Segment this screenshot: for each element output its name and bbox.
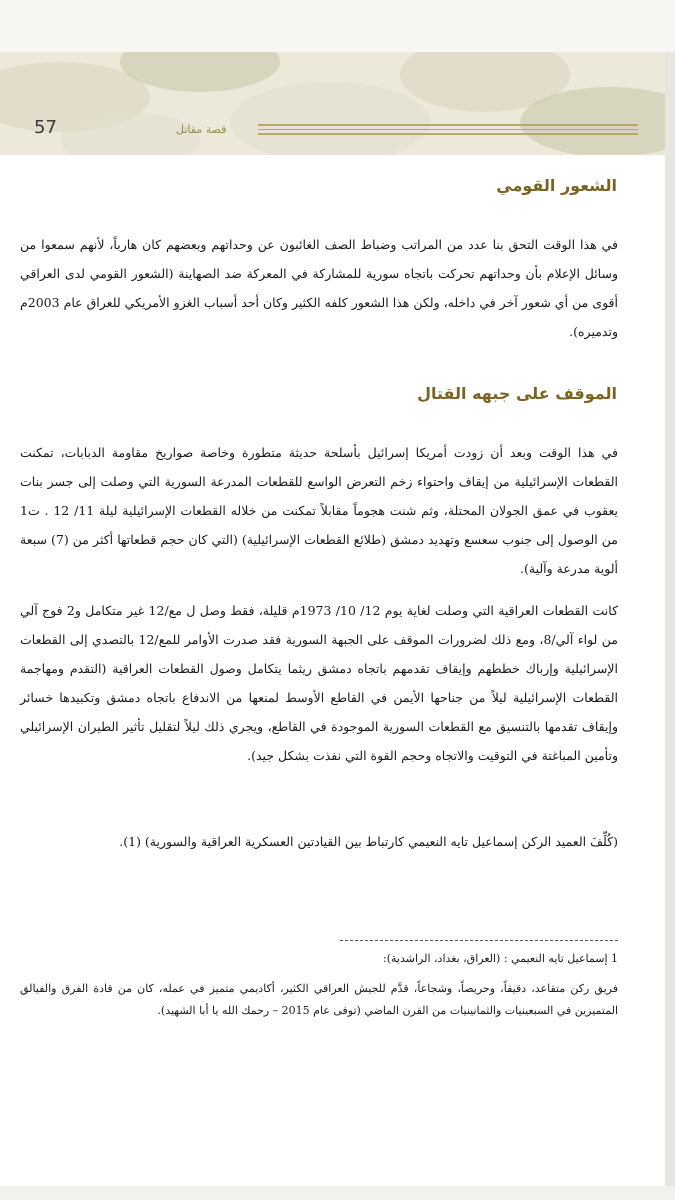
paragraph: (كُلِّفَ العميد الركن إسماعيل تايه النعيمي كارتباط بين القيادتين العسكرية العراقية والسورية) (1). <box>119 834 618 849</box>
footnote-text: فريق ركن متقاعد، دقيقاً، وحريصاً، وشجاعاً، قدَّم للجيش العراقي الكثير، أكاديمي متميز في عمله، كان من قادة الفرق والفيالق المتميزين في السبعينيات والثمانينيات من القرن الماضي (توفى عام 2015 – رحمك الله يا أبا الشهيد). <box>20 982 618 1017</box>
section-heading-national-feeling: الشعور القومي <box>496 176 617 195</box>
paragraph: كانت القطعات العراقية التي وصلت لغاية يوم 12/ 10/ 1973م قليلة، فقط وصل ل مع/12 غير متكامل و2 فوج آلي من لواء آلي/8، ومع ذلك لضرورات الموقف على الجبهة السورية فقد صدرت الأوامر للمع/12 بالتصدي إلى القطعات الإسرائيلية وإرباك خططهم وإيقاف تقدمهم باتجاه دمشق ريثما يتكامل وصول القطعات العراقية (التقدم ومهاجمة القطعات الإسرائيلية ليلاً من جناحها الأيمن في القاطع الأوسط لمنعها من الاندفاع باتجاه دمشق وتكبيدها خسائر وإيقاف تقدمها بالتنسيق مع القطعات السورية الموجودة في القاطع، ويجري ذلك ليلاً لتقليل تأثير الطيران الإسرائيلي وتأمين المباغتة في التوقيت والاتجاه وحجم القوة التي نفذت بشكل جيد). <box>20 603 619 763</box>
header-rule <box>258 124 638 138</box>
page-edge-shadow <box>665 52 675 1186</box>
footnote-title: 1 إسماعيل تايه النعيمي : (العراق، بغداد، الراشدية): <box>383 952 618 965</box>
section-heading-front-situation: الموقف على جبهه القتال <box>417 384 617 403</box>
camo-pattern <box>230 82 430 155</box>
page-header <box>0 52 665 155</box>
screen-bottom-margin <box>0 1186 675 1200</box>
screen-top-margin <box>0 0 675 52</box>
book-page <box>0 52 665 1186</box>
paragraph: في هذا الوقت التحق بنا عدد من المراتب وضباط الصف الغائبون عن وحداتهم وبعضهم كان هارباً، لأنهم سمعوا من وسائل الإعلام بأن وحداتهم تحركت باتجاه سورية للمشاركة في المعركة ضد الصهاينة (الشعور القومي لدى العراقي أقوى من أي شعور آخر في داخله، ولكن هذا الشعور كلفه الكثير وكان أحد أسباب الغزو الأمريكي للعراق عام 2003م وتدميره). <box>20 237 618 339</box>
paragraph: في هذا الوقت وبعد أن زودت أمريكا إسرائيل بأسلحة حديثة متطورة وخاصة صواريخ مقاومة الدبابات، تمكنت القطعات الإسرائيلية من إيقاف واحتواء زخم التعرض الواسع للقطعات المدرعة السورية التي وصلت إلى جسر بنات يعقوب في عمق الجولان المحتلة، وثم شنت هجوماً مقابلاً تمكنت من خلاله القطعات الإسرائيلية ليلة 11/ 12 . ت1 من الوصول إلى جنوب سعسع وتهديد دمشق (طلائع القطعات الإسرائيلية) (التي كان حجم قطعاتها أكثر من (7) سبعة ألوية مدرعة وآلية). <box>20 445 619 576</box>
footnote-separator <box>340 940 618 941</box>
page-number: 57 <box>34 117 57 138</box>
book-title: قصة مقاتل <box>176 123 227 136</box>
